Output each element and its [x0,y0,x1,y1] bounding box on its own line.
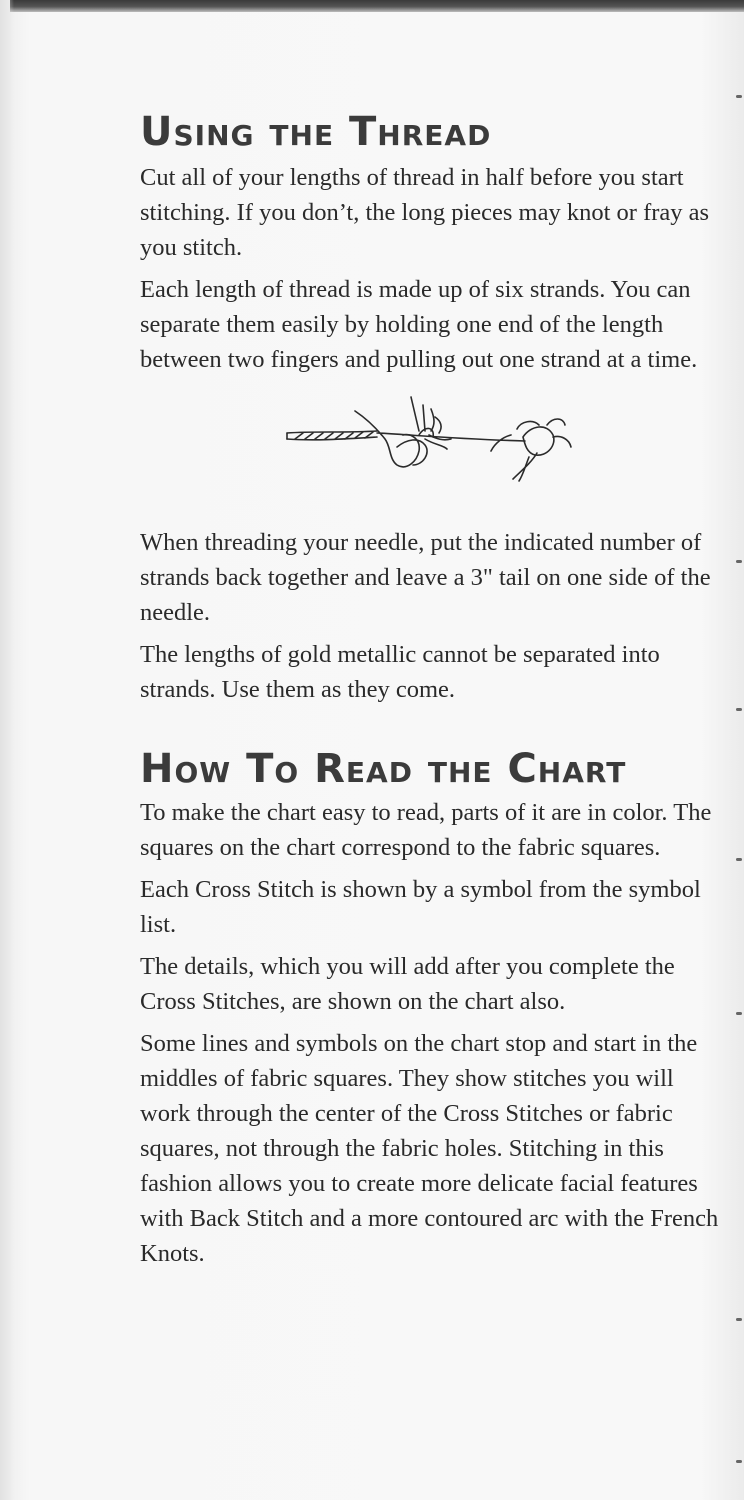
paragraph-symbol-list: Each Cross Stitch is shown by a symbol from the symbol list. [140,876,701,938]
paragraph-six-strands: Each length of thread is made up of six strands. You can separate them easily by holding one end of the length between two fingers and pulling out one strand at a time. [140,276,698,373]
paragraph-threading-needle: When threading your needle, put the indicated number of strands back together and leave a 3" tail on one side of the needle. [140,529,711,626]
heading-how-to-read-the-chart: How To Read the Chart [140,746,627,792]
paragraph-cut-thread: Cut all of your lengths of thread in half before you start stitching. If you don’t, the long pieces may knot or fray as you stitch. [140,164,710,261]
paragraph-gold-metallic: The lengths of gold metallic cannot be separated into strands. Use them as they come. [140,641,660,703]
heading-using-the-thread: Using the Thread [140,109,492,155]
thread-strands-illustration [285,395,705,495]
page-content [140,110,720,1278]
edge-mark [736,95,742,98]
edge-mark [736,708,742,711]
scan-left-shadow [0,0,14,1500]
paragraph-chart-color: To make the chart easy to read, parts of it are in color. The squares on the chart correspond to the fabric squares. [140,799,712,861]
paragraph-details: The details, which you will add after you complete the Cross Stitches, are shown on the chart also. [140,953,675,1015]
edge-mark [736,1318,742,1321]
edge-mark [736,1460,742,1463]
scan-top-edge [10,0,744,12]
page-edge-marks [730,0,744,1500]
edge-mark [736,560,742,563]
paragraph-middle-squares: Some lines and symbols on the chart stop and start in the middles of fabric squares. They show stitches you will work through the center of the Cross Stitches or fabric squares, not through the fabric holes. Stitching in this fashion allows you to create more delicate facial features with Back Stitch and a more contoured arc with the French Knots. [140,1030,719,1267]
edge-mark [736,858,742,861]
edge-mark [736,1012,742,1015]
separating-thread-strands-illustration [285,395,705,495]
